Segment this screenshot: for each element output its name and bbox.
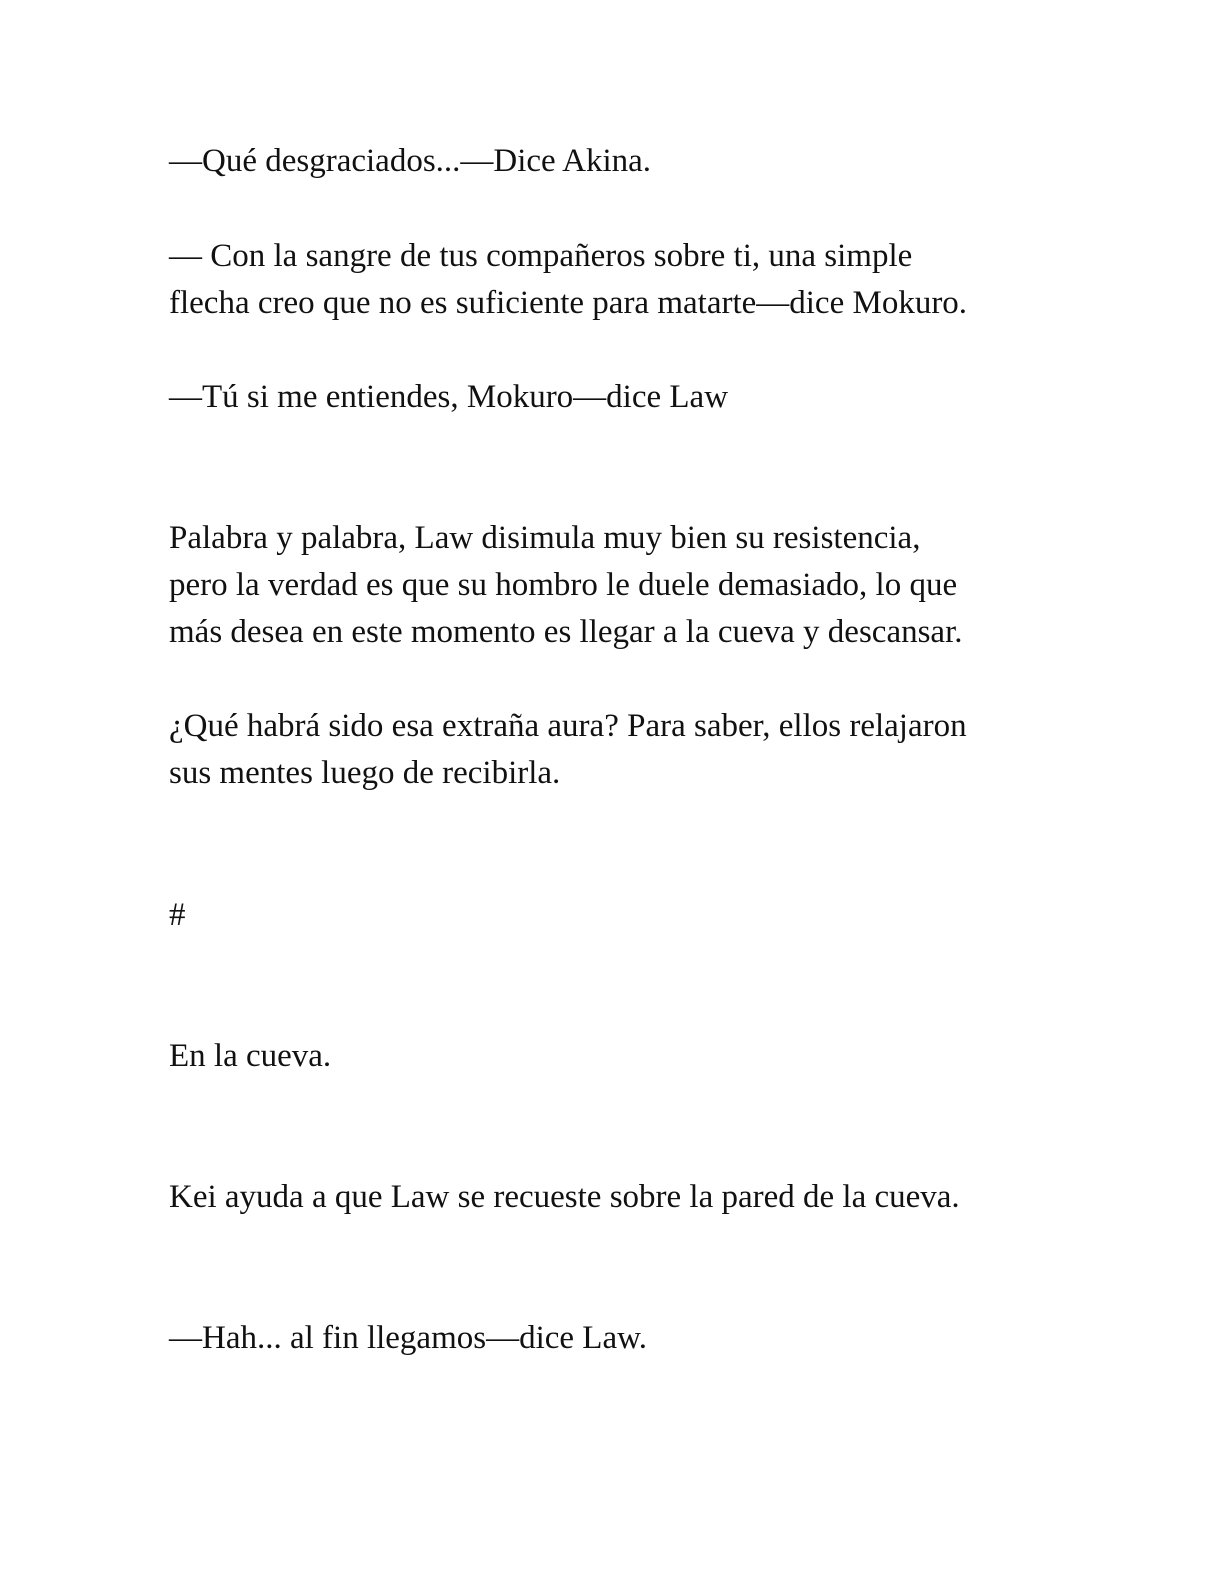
text-line: más desea en este momento es llegar a la cueva y descansar. — [169, 614, 963, 650]
paragraph-scene-heading — [169, 1033, 1069, 1080]
section-break — [169, 892, 1069, 939]
text-line: — Con la sangre de tus compañeros sobre ti, una simple — [169, 238, 913, 274]
text-line: Palabra y palabra, Law disimula muy bien su resistencia, — [169, 520, 921, 556]
text-line: Kei ayuda a que Law se recueste sobre la pared de la cueva. — [169, 1179, 960, 1215]
paragraph-law-line — [169, 374, 1069, 421]
text-line: —Tú si me entiendes, Mokuro—dice Law — [169, 379, 729, 415]
paragraph-narration-1 — [169, 515, 1069, 656]
text-line: pero la verdad es que su hombro le duele demasiado, lo que — [169, 567, 958, 603]
paragraph-mokuro-line — [169, 233, 1069, 327]
text-line: En la cueva. — [169, 1038, 332, 1074]
paragraph-law-final — [169, 1315, 1069, 1362]
text-line: # — [169, 897, 186, 933]
text-line: —Hah... al fin llegamos—dice Law. — [169, 1320, 648, 1356]
paragraph-narration-2 — [169, 703, 1069, 797]
text-line: flecha creo que no es suficiente para matarte—dice Mokuro. — [169, 285, 968, 321]
text-line: —Qué desgraciados...—Dice Akina. — [169, 143, 652, 179]
paragraph-narration-3 — [169, 1174, 1069, 1221]
text-line: ¿Qué habrá sido esa extraña aura? Para saber, ellos relajaron — [169, 708, 967, 744]
text-line: sus mentes luego de recibirla. — [169, 755, 561, 791]
paragraph-akina-line — [169, 138, 1069, 185]
